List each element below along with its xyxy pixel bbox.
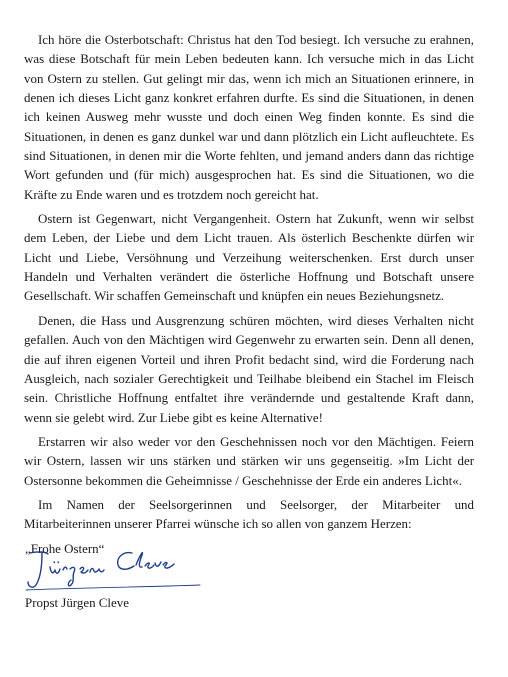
signer-name: Propst Jürgen Cleve [25, 594, 129, 610]
letter-page [24, 30, 474, 623]
paragraph-5: Im Namen der Seelsorgerinnen und Seelsorger, der Mitarbeiter und Mitarbeiterinnen unserer Pfarrei wünsche ich so allen von ganzem Herzen: [24, 496, 474, 532]
paragraph-3: Denen, die Hass und Ausgrenzung schüren möchten, wird dieses Verhalten nicht gefallen. Auch von den Mächtigen wird Gegenwehr zu erwarten sein. Denn all denen, die auf ihren eigenen Vorteil und ihren Profit bedacht sind, wird die Forderung nach Ausgleich, nach sozialer Gerechtigkeit und Teilhabe bleibend ein Stachel im Fleisch sein. Christliche Hoffnung entfaltet ihre verändernde und gestaltende Kraft dann, wenn sie gelebt wird. Zur Liebe gibt es keine Alternative! [24, 312, 474, 425]
closing-block [24, 539, 474, 623]
paragraph-2: Ostern ist Gegenwart, nicht Vergangenheit. Ostern hat Zukunft, wenn wir selbst dem Leben, der Liebe und dem Licht trauen. Als österlich Beschenkte dürfen wir Licht und Liebe, Versöhnung und Verzeihung weiterschenken. Erst durch unser Handeln und Verhalten verändert die österliche Hoffnung und Botschaft unsere Gesellschaft. Wir schaffen Gemeinschaft und knüpfen ein neues Beziehungsnetz. [24, 211, 474, 304]
handwritten-signature [24, 543, 204, 593]
paragraph-4: Erstarren wir also weder vor den Geschehnissen noch vor den Mächtigen. Feiern wir Ostern, lassen wir uns stärken und stärken wir uns gegenseitig. »Im Licht der Ostersonne bekommen die Geheimnisse / Geschehnisse der Erde ein anderes Licht«. [24, 433, 474, 488]
greeting: „Frohe Ostern“ [25, 540, 105, 556]
paragraph-1: Ich höre die Osterbotschaft: Christus hat den Tod besiegt. Ich versuche zu erahnen, was diese Botschaft für mein Leben bedeuten kann. Ich versuche mich in das Licht von Ostern zu stellen. Gut gelingt mir das, wenn ich mich an Situationen erinnere, in denen ich dieses Licht ganz konkret erfahren durfte. Es sind die Situationen, in denen ich keinen Ausweg mehr wusste und doch einen Weg finden konnte. Es sind die Situationen, in denen es ganz dunkel war und dann plötzlich ein Licht aufleuchtete. Es sind Situationen, in denen mir die Worte fehlten, und jemand anders dann das richtige Wort gefunden und (für mich) ausgesprochen hat. Es sind die Situationen, wo die Kräfte zu Ende waren und es trotzdem noch gereicht hat. [24, 32, 474, 202]
